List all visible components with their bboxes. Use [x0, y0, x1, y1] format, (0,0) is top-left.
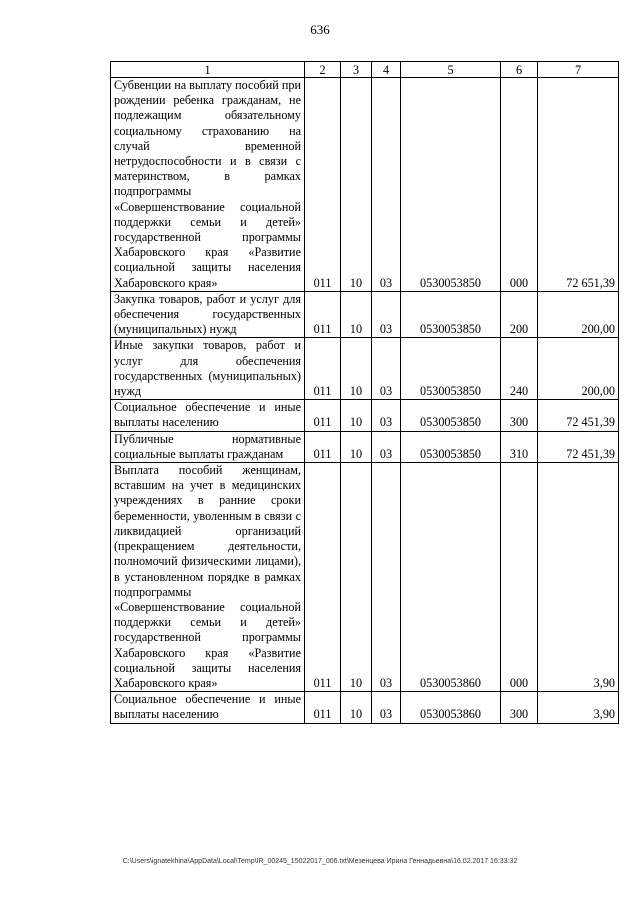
expense-type-code: 310: [501, 431, 538, 462]
amount: 3,90: [538, 463, 619, 692]
ministry-code: 011: [305, 692, 341, 723]
section-code: 10: [341, 463, 372, 692]
amount: 200,00: [538, 338, 619, 400]
target-article-code: 0530053850: [401, 291, 501, 338]
target-article-code: 0530053850: [401, 338, 501, 400]
section-code: 10: [341, 291, 372, 338]
amount: 3,90: [538, 692, 619, 723]
row-name: Выплата пособий женщинам, вставшим на учет в медицинских учреждениях в ранние сроки беременности, уволенным в связи с ликвидацией организаций (прекращением деятельности, полномочий физическими лицами), в установленном порядке в рамках подпрограммы «Совершенствование социальной поддержки семьи и детей» государственной программы Хабаровского края «Развитие социальной защиты населения Хабаровского края»: [111, 463, 305, 692]
table-row: [111, 400, 619, 431]
section-code: 10: [341, 78, 372, 292]
amount: 72 651,39: [538, 78, 619, 292]
amount: 72 451,39: [538, 400, 619, 431]
column-header: 2: [305, 62, 341, 78]
section-code: 10: [341, 338, 372, 400]
table-row: [111, 463, 619, 692]
target-article-code: 0530053860: [401, 692, 501, 723]
table-row: [111, 78, 619, 292]
budget-table: [110, 61, 619, 724]
target-article-code: 0530053860: [401, 463, 501, 692]
table-row: [111, 338, 619, 400]
row-name: Социальное обеспечение и иные выплаты населению: [111, 400, 305, 431]
subsection-code: 03: [372, 400, 401, 431]
column-header: 5: [401, 62, 501, 78]
column-header: 3: [341, 62, 372, 78]
row-name: Публичные нормативные социальные выплаты гражданам: [111, 431, 305, 462]
row-name: Субвенции на выплату пособий при рождении ребенка гражданам, не подлежащим обязательному социальному страхованию на случай временной нетрудоспособности и в связи с материнством, в рамках подпрограммы «Совершенствование социальной поддержки семьи и детей» государственной программы Хабаровского края «Развитие социальной защиты населения Хабаровского края»: [111, 78, 305, 292]
expense-type-code: 200: [501, 291, 538, 338]
ministry-code: 011: [305, 291, 341, 338]
column-header: 1: [111, 62, 305, 78]
expense-type-code: 000: [501, 463, 538, 692]
ministry-code: 011: [305, 463, 341, 692]
subsection-code: 03: [372, 291, 401, 338]
row-name: Закупка товаров, работ и услуг для обеспечения государственных (муниципальных) нужд: [111, 291, 305, 338]
target-article-code: 0530053850: [401, 431, 501, 462]
target-article-code: 0530053850: [401, 400, 501, 431]
section-code: 10: [341, 400, 372, 431]
table-row: [111, 291, 619, 338]
section-code: 10: [341, 431, 372, 462]
table-row: [111, 692, 619, 723]
column-header: 6: [501, 62, 538, 78]
amount: 72 451,39: [538, 431, 619, 462]
table-header-row: [111, 62, 619, 78]
expense-type-code: 300: [501, 400, 538, 431]
column-header: 7: [538, 62, 619, 78]
ministry-code: 011: [305, 78, 341, 292]
expense-type-code: 240: [501, 338, 538, 400]
amount: 200,00: [538, 291, 619, 338]
row-name: Социальное обеспечение и иные выплаты населению: [111, 692, 305, 723]
ministry-code: 011: [305, 431, 341, 462]
subsection-code: 03: [372, 463, 401, 692]
section-code: 10: [341, 692, 372, 723]
ministry-code: 011: [305, 338, 341, 400]
table-row: [111, 431, 619, 462]
subsection-code: 03: [372, 692, 401, 723]
document-footer-path: C:\Users\ignatekhina\AppData\Local\Temp\IR_00245_15022017_006.txt\Мезенцева Ирина Геннадьевна\16.02.2017 16:33:32: [122, 858, 518, 865]
column-header: 4: [372, 62, 401, 78]
subsection-code: 03: [372, 338, 401, 400]
page-number: 636: [310, 22, 330, 37]
row-name: Иные закупки товаров, работ и услуг для обеспечения государственных (муниципальных) нужд: [111, 338, 305, 400]
expense-type-code: 000: [501, 78, 538, 292]
subsection-code: 03: [372, 431, 401, 462]
target-article-code: 0530053850: [401, 78, 501, 292]
subsection-code: 03: [372, 78, 401, 292]
ministry-code: 011: [305, 400, 341, 431]
expense-type-code: 300: [501, 692, 538, 723]
